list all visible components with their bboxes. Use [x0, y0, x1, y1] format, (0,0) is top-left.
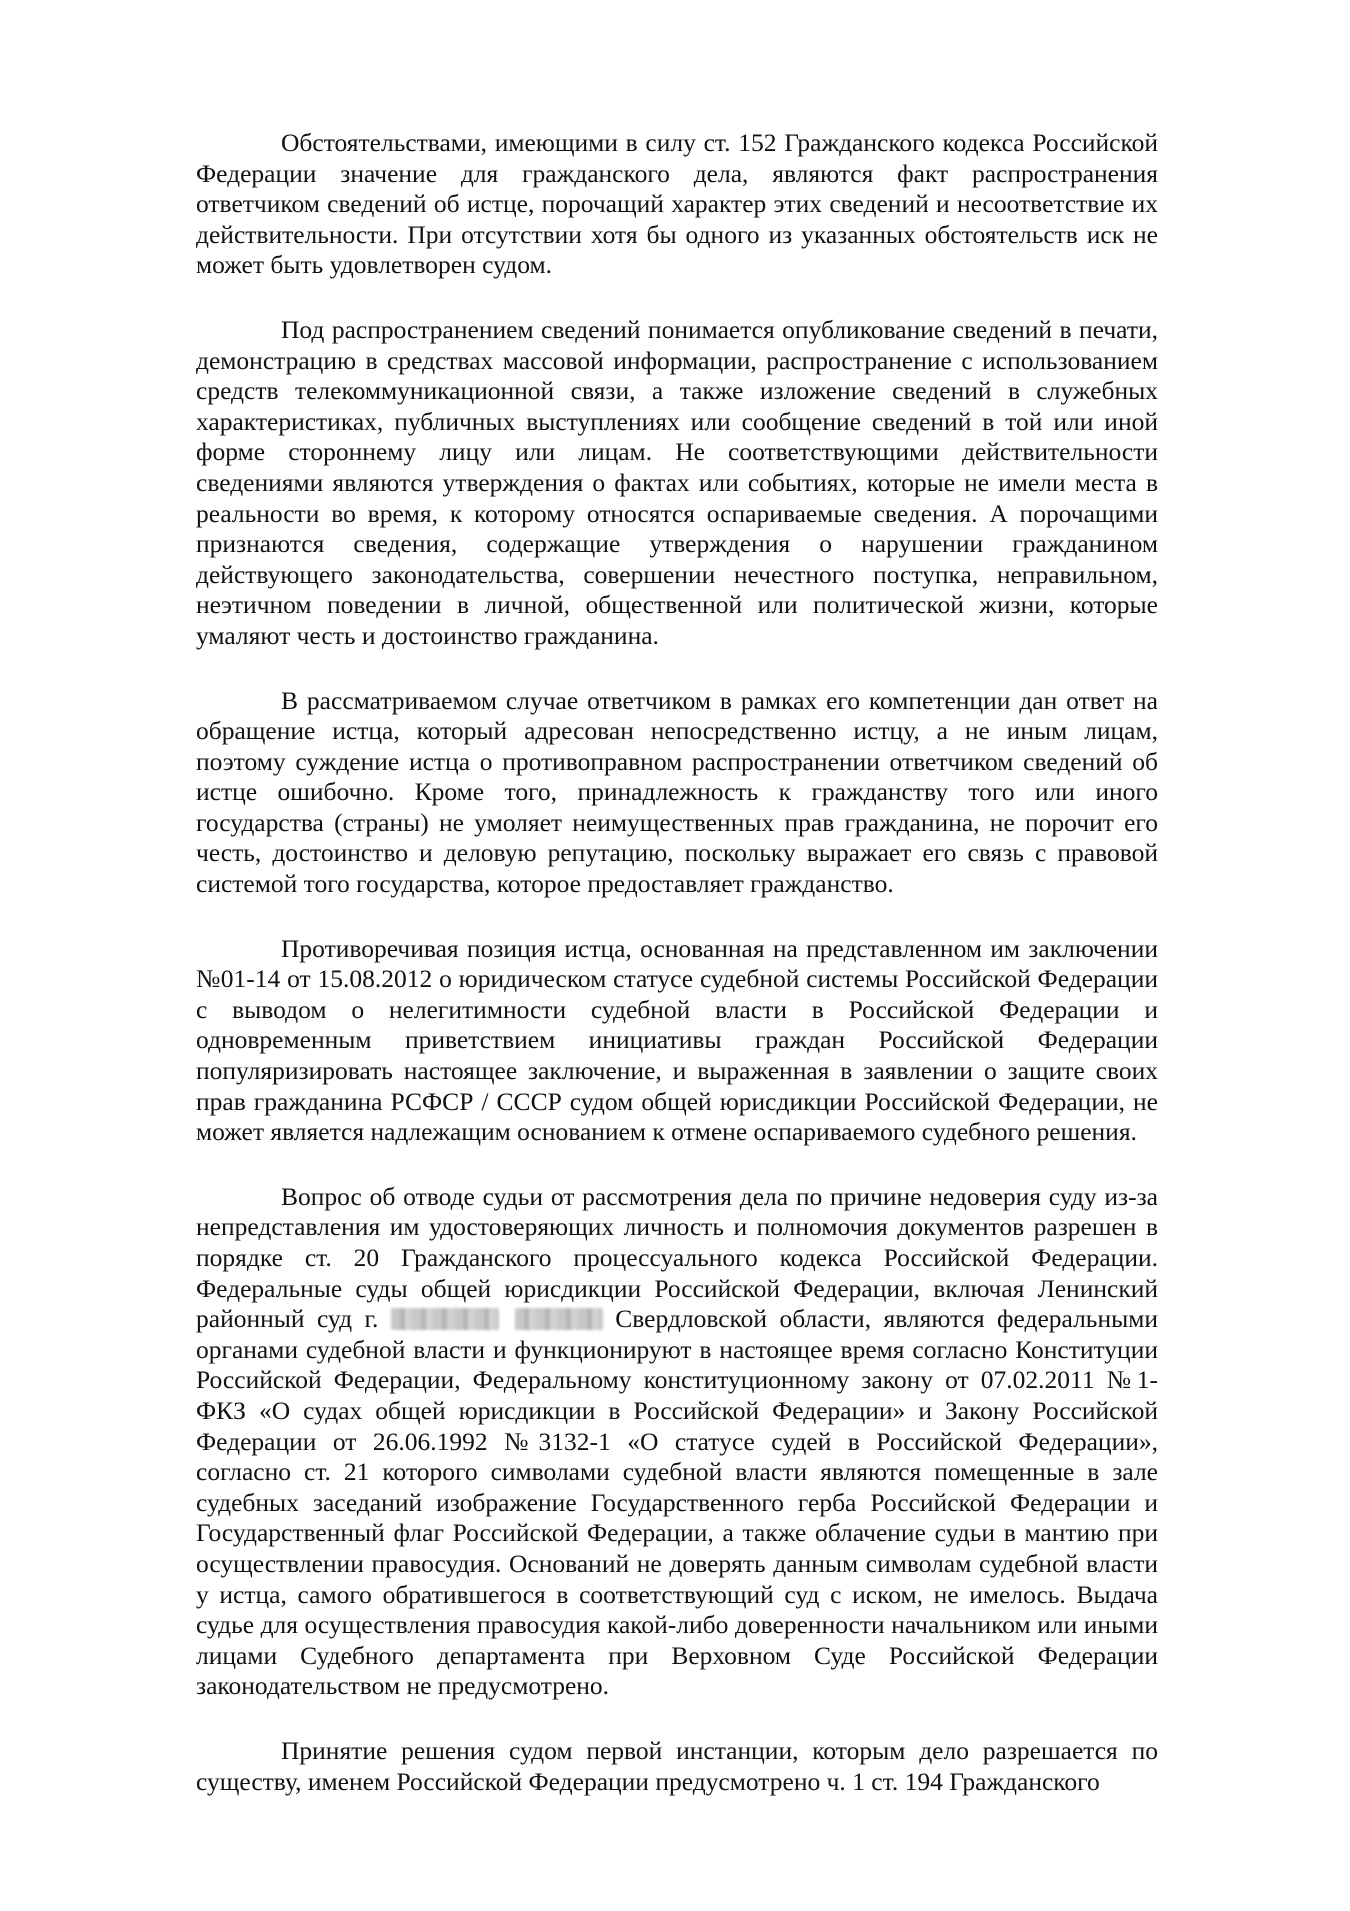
paragraph-3: В рассматриваемом случае ответчиком в рамках его компетенции дан ответ на обращение истца, который адресован непосредственно истцу, а не иным лицам, поэтому суждение истца о противоправном распространении ответчиком сведений об истце ошибочно. Кроме того, принадлежность к гражданству того или иного государства (страны) не умоляет неимущественных прав гражданина, не порочит его честь, достоинство и деловую репутацию, поскольку выражает его связь с правовой системой того государства, которое предоставляет гражданство.	[196, 685, 1158, 899]
paragraph-1: Обстоятельствами, имеющими в силу ст. 152 Гражданского кодекса Российской Федерации значение для гражданского дела, являются факт распространения ответчиком сведений об истце, порочащий характер этих сведений и несоответствие их действительности. При отсутствии хотя бы одного из указанных обстоятельств иск не может быть удовлетворен судом.	[196, 128, 1158, 280]
paragraph-2: Под распространением сведений понимается опубликование сведений в печати, демонстрацию в средствах массовой информации, распространение с использованием средств телекоммуникационной связи, а также изложение сведений в служебных характеристиках, публичных выступлениях или сообщение сведений в той или иной форме стороннему лицу или лицам. Не соответствующими действительности сведениями являются утверждения о фактах или событиях, которые не имели места в реальности во время, к которому относятся оспариваемые сведения. А порочащими признаются сведения, содержащие утверждения о нарушении гражданином действующего законодательства, совершении нечестного поступка, неправильном, неэтичном поведении в личной, общественной или политической жизни, которые умаляют честь и достоинство гражданина.	[196, 314, 1158, 650]
paragraph-5-before-redaction: Вопрос об отводе судьи от рассмотрения дела по причине недоверия суду из-за непредставления им удостоверяющих личность и полномочия документов разрешен в порядке ст. 20 Гражданского процессуального кодекса Российской Федерации. Федеральные суды общей юрисдикции Российской Федерации, включая Ленинский районный суд г.	[196, 1181, 1158, 1334]
paragraph-6: Принятие решения судом первой инстанции, которым дело разрешается по существу, именем Российской Федерации предусмотрено ч. 1 ст. 194 Гражданского	[196, 1735, 1158, 1796]
redacted-text-block	[515, 1308, 603, 1330]
redacted-text-block	[391, 1308, 499, 1330]
paragraph-5-after-redaction: Свердловской области, являются федеральными органами судебной власти и функционируют в настоящее время согласно Конституции Российской Федерации, Федеральному конституционному закону от 07.02.2011 №1-ФКЗ «О судах общей юрисдикции в Российской Федерации» и Закону Российской Федерации от 26.06.1992 №3132-1 «О статусе судей в Российской Федерации», согласно ст. 21 которого символами судебной власти являются помещенные в зале судебных заседаний изображение Государственного герба Российской Федерации и Государственный флаг Российской Федерации, а также облачение судьи в мантию при осуществлении правосудия. Оснований не доверять данным символам судебной власти у истца, самого обратившегося в соответствующий суд с иском, не имелось. Выдача судье для осуществления правосудия какой-либо доверенности начальником или иными лицами Судебного департамента при Верховном Суде Российской Федерации законодательством не предусмотрено.	[196, 1304, 1159, 1701]
document-body	[196, 128, 1158, 1831]
paragraph-4: Противоречивая позиция истца, основанная на представленном им заключении №01-14 от 15.08.2012 о юридическом статусе судебной системы Российской Федерации с выводом о нелегитимности судебной власти в Российской Федерации и одновременным приветствием инициативы граждан Российской Федерации популяризировать настоящее заключение, и выраженная в заявлении о защите своих прав гражданина РСФСР / СССР судом общей юрисдикции Российской Федерации, не может является надлежащим основанием к отмене оспариваемого судебного решения.	[196, 933, 1158, 1147]
paragraph-5	[196, 1182, 1158, 1702]
